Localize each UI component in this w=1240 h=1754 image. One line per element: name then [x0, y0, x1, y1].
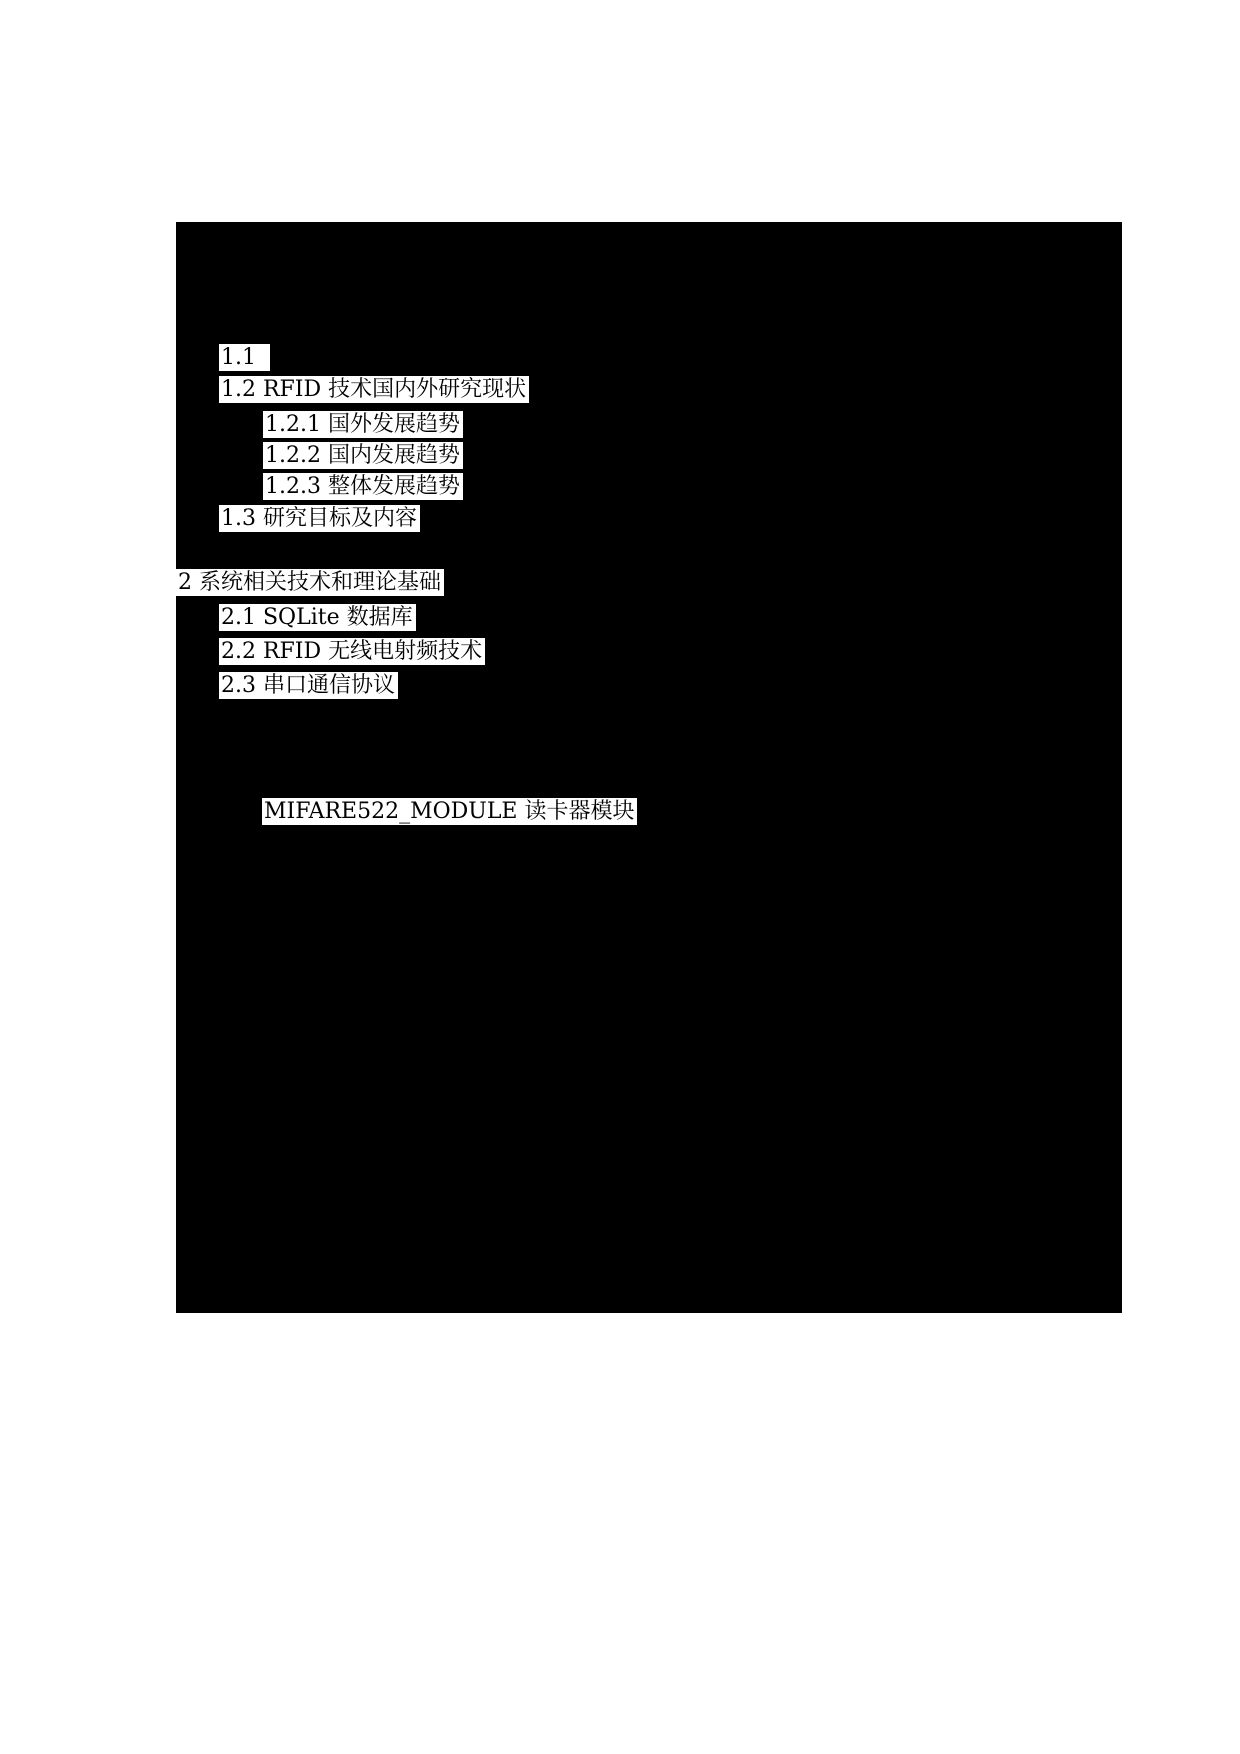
- toc-entry-1-2-2[interactable]: 1.2.2 国内发展趋势: [263, 442, 463, 469]
- toc-entry-1-2-1[interactable]: 1.2.1 国外发展趋势: [263, 411, 463, 438]
- toc-entry-2-2[interactable]: 2.2 RFID 无线电射频技术: [219, 638, 485, 665]
- toc-entry-2[interactable]: 2 系统相关技术和理论基础: [176, 569, 444, 596]
- toc-entry-1-1[interactable]: 1.1: [219, 344, 270, 371]
- toc-entry-1-2[interactable]: 1.2 RFID 技术国内外研究现状: [219, 376, 529, 403]
- toc-entry-mifare-module[interactable]: MIFARE522_MODULE 读卡器模块: [262, 798, 637, 825]
- page-content-area: [176, 222, 1122, 1313]
- toc-entry-2-1[interactable]: 2.1 SQLite 数据库: [219, 604, 416, 631]
- toc-entry-1-2-3[interactable]: 1.2.3 整体发展趋势: [263, 473, 463, 500]
- toc-entry-1-3[interactable]: 1.3 研究目标及内容: [219, 505, 420, 532]
- toc-entry-2-3[interactable]: 2.3 串口通信协议: [219, 672, 398, 699]
